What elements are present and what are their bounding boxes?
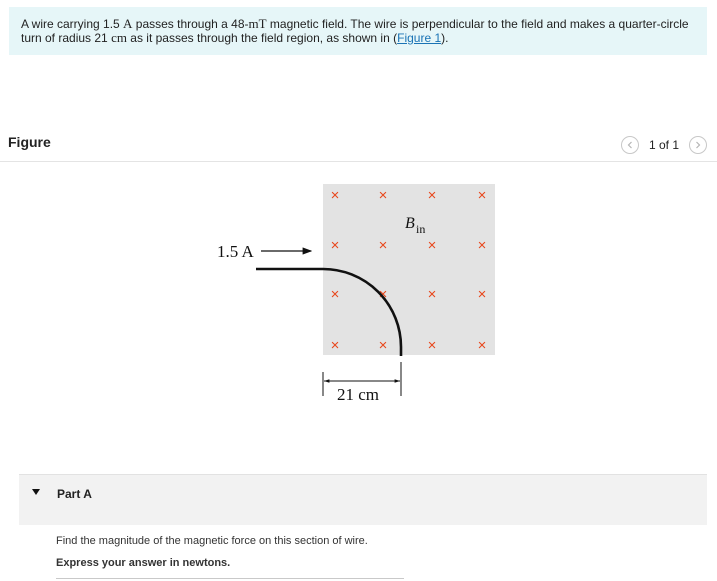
field-label-subscript: in (416, 222, 426, 236)
current-unit: A (123, 16, 133, 31)
problem-text: passes through a 48- (132, 17, 249, 31)
radius-unit: cm (111, 30, 127, 45)
field-label: B (405, 215, 415, 232)
field-region (323, 184, 495, 355)
problem-text: as it passes through the field region, as shown in ( (126, 31, 398, 45)
x-mark: × (427, 337, 437, 354)
radius-label: 21 cm (337, 385, 380, 404)
figure-title: Figure (8, 134, 51, 150)
problem-text: magnetic field. The wire is perpendicular to the field and makes a quarter-circle turn of radius 21 (21, 17, 689, 45)
problem-text: A wire carrying 1.5 (21, 17, 124, 31)
x-mark: × (330, 286, 340, 303)
x-mark: × (378, 237, 388, 254)
x-mark: × (378, 337, 388, 354)
problem-text: ). (441, 31, 449, 45)
collapse-triangle-icon[interactable] (32, 489, 40, 495)
x-mark: × (330, 187, 340, 204)
pager-count: 1 of 1 (648, 138, 679, 152)
x-mark: × (477, 187, 487, 204)
x-mark: × (477, 337, 487, 354)
part-a-header[interactable] (19, 474, 707, 525)
x-mark: × (427, 286, 437, 303)
answer-box-top-edge (56, 578, 404, 579)
answer-instructions: Express your answer in newtons. (56, 557, 231, 569)
x-mark: × (378, 187, 388, 204)
part-a-title[interactable]: Part A (57, 487, 92, 501)
figure-link[interactable]: Figure 1 (397, 31, 442, 45)
x-mark: × (330, 237, 340, 254)
x-mark: × (427, 237, 437, 254)
x-mark: × (330, 337, 340, 354)
field-unit: mT (248, 16, 267, 31)
x-mark: × (378, 286, 388, 303)
question-text: Find the magnitude of the magnetic force on this section of wire. (56, 535, 368, 547)
x-mark: × (477, 286, 487, 303)
current-label: 1.5 A (217, 242, 254, 261)
x-mark: × (477, 237, 487, 254)
x-mark: × (427, 187, 437, 204)
